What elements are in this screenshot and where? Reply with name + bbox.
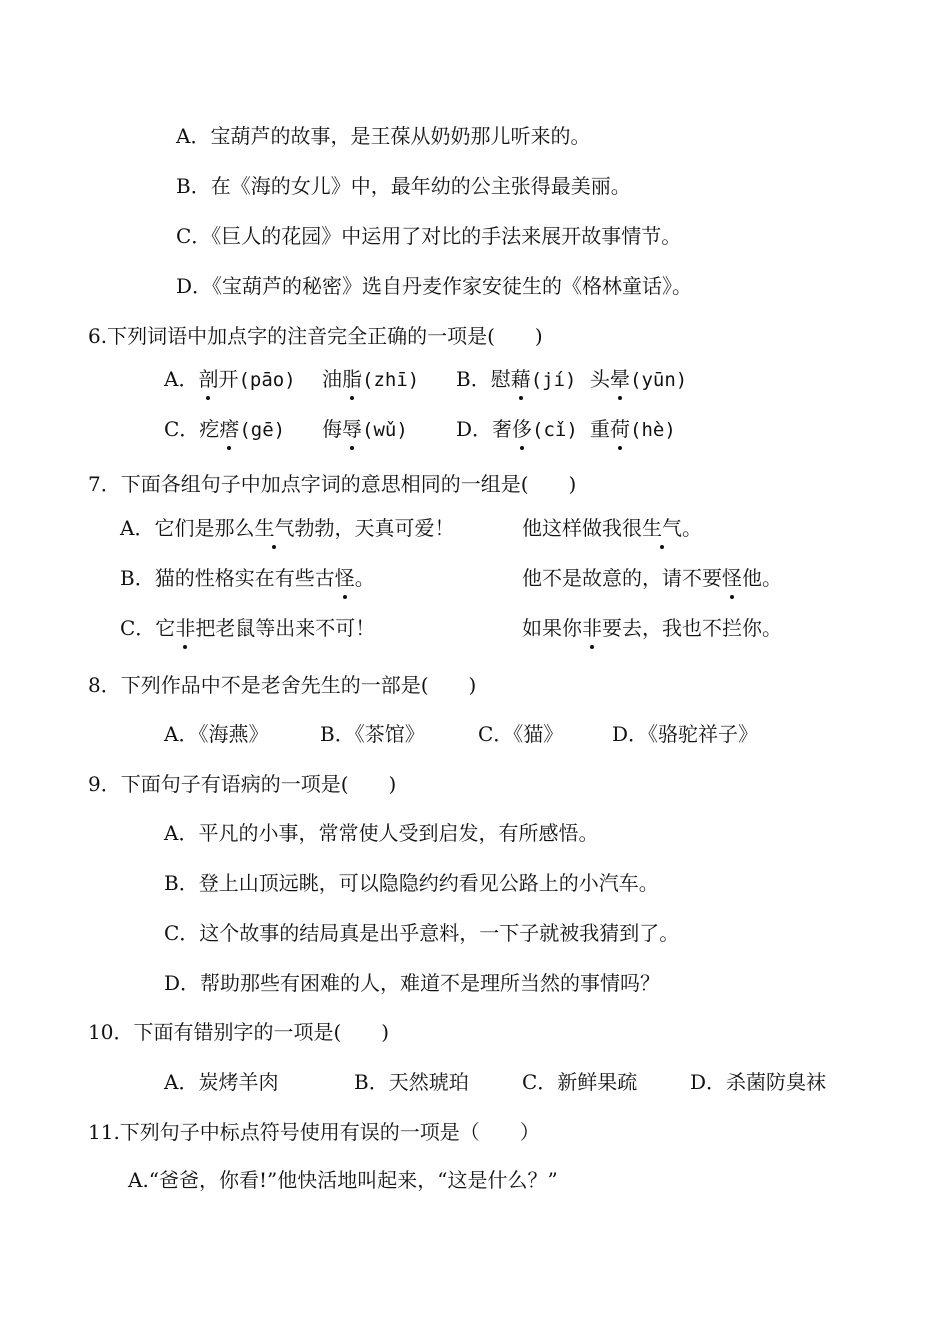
q11-option-a: A.“爸爸，你看!”他快活地叫起来，“这是什么？” [128,1168,558,1192]
q6-option-a-pinyin-1: (pāo) [238,369,296,391]
q6-option-c-dotted-char-2: 辱 [342,417,362,441]
q7-option-a-right: 他这样做我很生气。 [522,516,702,540]
q10-option-c: C．新鲜果疏 [522,1070,638,1094]
q6-option-a-dotted-char-1: 剖 [198,367,219,391]
q6-option-a-pinyin-2: (zhī) [362,369,420,391]
q7-option-b-left-dotted: 怪 [334,566,355,590]
q8-stem: 8．下列作品中不是老舍先生的一部是( ) [88,673,477,697]
q6-option-a: A．剖开(pāo) [164,367,296,391]
q10-option-b: B．天然琥珀 [354,1070,469,1094]
q8-option-a: A．《海燕》 [164,722,269,746]
q10-stem: 10．下面有错别字的一项是( ) [88,1020,390,1044]
q5-option-d: D．《宝葫芦的秘密》选自丹麦作家安徒生的《格林童话》。 [176,274,693,298]
q6-option-a-label: A． [164,367,199,391]
q6-option-c-pinyin-1: (gē) [239,419,286,441]
q7-option-c-left-dotted: 非 [175,616,196,640]
q9-option-a: A．平凡的小事，常常使人受到启发，有所感悟。 [164,821,599,845]
q6-option-b-word-2: 头晕(yūn) [590,367,688,391]
q6-option-a-dotted-char-2: 脂 [342,367,362,391]
q6-option-c-label: C． [164,417,200,441]
q5-option-c: C．《巨人的花园》中运用了对比的手法来展开故事情节。 [176,224,682,248]
q7-option-c-right-dotted: 非 [582,616,602,640]
q7-option-c-right: 如果你非要去，我也不拦你。 [522,616,782,640]
q6-option-c-dotted-char-1: 瘩 [219,417,240,441]
q6-option-d-pinyin-1: (cǐ) [532,419,578,441]
q6-option-b-label: B． [456,367,491,391]
q7-option-a-left: A．它们是那么生气勃勃，天真可爱！ [120,516,455,540]
q6-option-b-dotted-char-2: 晕 [610,367,630,391]
q10-option-d: D．杀菌防臭袜 [690,1070,827,1094]
q7-option-a-right-dotted: 生气 [642,516,682,540]
q5-option-a: A．宝葫芦的故事，是王葆从奶奶那儿听来的。 [176,124,591,148]
q5-option-b: B．在《海的女儿》中，最年幼的公主张得最美丽。 [176,174,631,198]
q6-option-c: C．疙瘩(gē) [164,417,286,441]
q6-option-d-pinyin-2: (hè) [630,419,676,441]
q6-option-b: B．慰藉(jí) [456,367,577,391]
q7-stem: 7．下面各组句子中加点字词的意思相同的一组是( ) [88,472,577,496]
q7-option-b-right: 他不是故意的，请不要怪他。 [522,566,782,590]
q8-option-b: B．《茶馆》 [320,722,425,746]
q8-option-c: C．《猫》 [478,722,564,746]
q6-option-d-dotted-char-1: 侈 [512,417,533,441]
q7-option-c-left: C．它非把老鼠等出来不可！ [120,616,376,640]
q9-option-d: D．帮助那些有困难的人，难道不是理所当然的事情吗？ [164,971,661,995]
q8-option-d: D．《骆驼祥子》 [612,722,759,746]
q6-option-c-pinyin-2: (wǔ) [362,419,408,441]
q6-option-b-pinyin-2: (yūn) [630,369,688,391]
q6-option-d-word-2: 重荷(hè) [590,417,676,441]
q6-stem: 6.下列词语中加点字的注音完全正确的一项是( ) [88,324,543,348]
q7-option-a-left-dotted: 生气 [254,516,295,540]
q6-option-b-pinyin-1: (jí) [530,369,577,391]
q7-option-b-right-dotted: 怪 [722,566,742,590]
q6-option-d: D．奢侈(cǐ) [456,417,578,441]
q6-option-c-word-2: 侮辱(wǔ) [322,417,408,441]
q10-option-a: A．炭烤羊肉 [164,1070,279,1094]
q6-option-b-dotted-char-1: 藉 [510,367,531,391]
q9-option-c: C．这个故事的结局真是出乎意料，一下子就被我猜到了。 [164,921,680,945]
q6-option-d-label: D． [456,417,493,441]
q11-stem: 11.下列句子中标点符号使用有误的一项是（ ） [88,1120,540,1144]
q7-option-b-left: B．猫的性格实在有些古怪。 [120,566,375,590]
q6-option-d-dotted-char-2: 荷 [610,417,630,441]
q9-stem: 9．下面句子有语病的一项是( ) [88,772,397,796]
q9-option-b: B．登上山顶远眺，可以隐隐约约看见公路上的小汽车。 [164,871,659,895]
q6-option-a-word-2: 油脂(zhī) [322,367,420,391]
